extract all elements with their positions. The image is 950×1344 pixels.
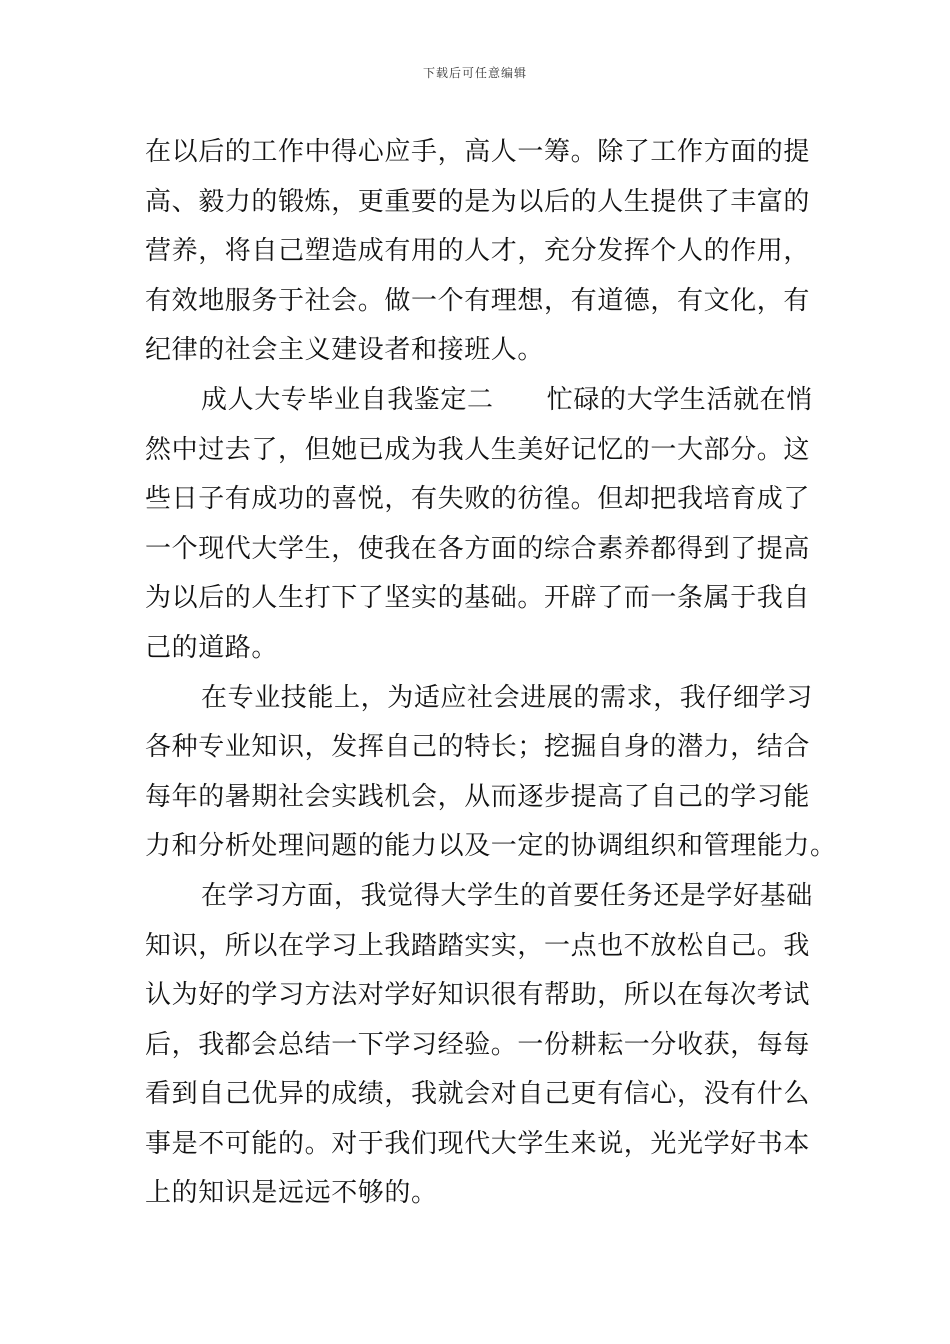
text-line: 些日子有成功的喜悦，有失败的彷徨。但却把我培育成了 xyxy=(145,484,811,515)
text-line: 在以后的工作中得心应手，高人一筹。除了工作方面的提 xyxy=(145,137,811,167)
text-line: 看到自己优异的成绩，我就会对自己更有信心，没有什么 xyxy=(145,1079,811,1110)
text-line: 在学习方面，我觉得大学生的首要任务还是学好基础 xyxy=(201,880,813,911)
text-line: 知识，所以在学习上我踏踏实实，一点也不放松自己。我 xyxy=(145,930,811,961)
text-line: 营养，将自己塑造成有用的人才，充分发挥个人的作用， xyxy=(145,236,811,267)
text-line: 力和分析处理问题的能力以及一定的协调组织和管理能力。 xyxy=(145,831,837,862)
text-line: 然中过去了，但她已成为我人生美好记忆的一大部分。这 xyxy=(145,434,811,465)
text-line: 高、毅力的锻炼，更重要的是为以后的人生提供了丰富的 xyxy=(145,186,811,217)
text-line: 纪律的社会主义建设者和接班人。 xyxy=(145,335,545,366)
header-note: 下载后可任意编辑 xyxy=(422,66,527,80)
text-line: 成人大专毕业自我鉴定二 忙碌的大学生活就在悄 xyxy=(201,384,813,415)
text-line: 上的知识是远远不够的。 xyxy=(145,1178,438,1209)
text-line: 认为好的学习方法对学好知识很有帮助，所以在每次考试 xyxy=(145,980,811,1011)
text-line: 在专业技能上，为适应社会进展的需求，我仔细学习 xyxy=(201,682,813,713)
document-body xyxy=(145,128,837,1219)
text-line: 各种专业知识，发挥自己的特长；挖掘自身的潜力，结合 xyxy=(145,732,811,763)
text-line: 一个现代大学生，使我在各方面的综合素养都得到了提高 xyxy=(145,533,811,564)
text-line: 后，我都会总结一下学习经验。一份耕耘一分收获，每每 xyxy=(145,1029,811,1060)
text-line: 事是不可能的。对于我们现代大学生来说，光光学好书本 xyxy=(145,1128,811,1159)
text-line: 每年的暑期社会实践机会，从而逐步提高了自己的学习能 xyxy=(145,781,811,812)
text-line: 为以后的人生打下了坚实的基础。开辟了而一条属于我自 xyxy=(145,583,811,614)
text-line: 有效地服务于社会。做一个有理想，有道德，有文化，有 xyxy=(145,285,811,316)
text-line: 己的道路。 xyxy=(145,632,279,663)
